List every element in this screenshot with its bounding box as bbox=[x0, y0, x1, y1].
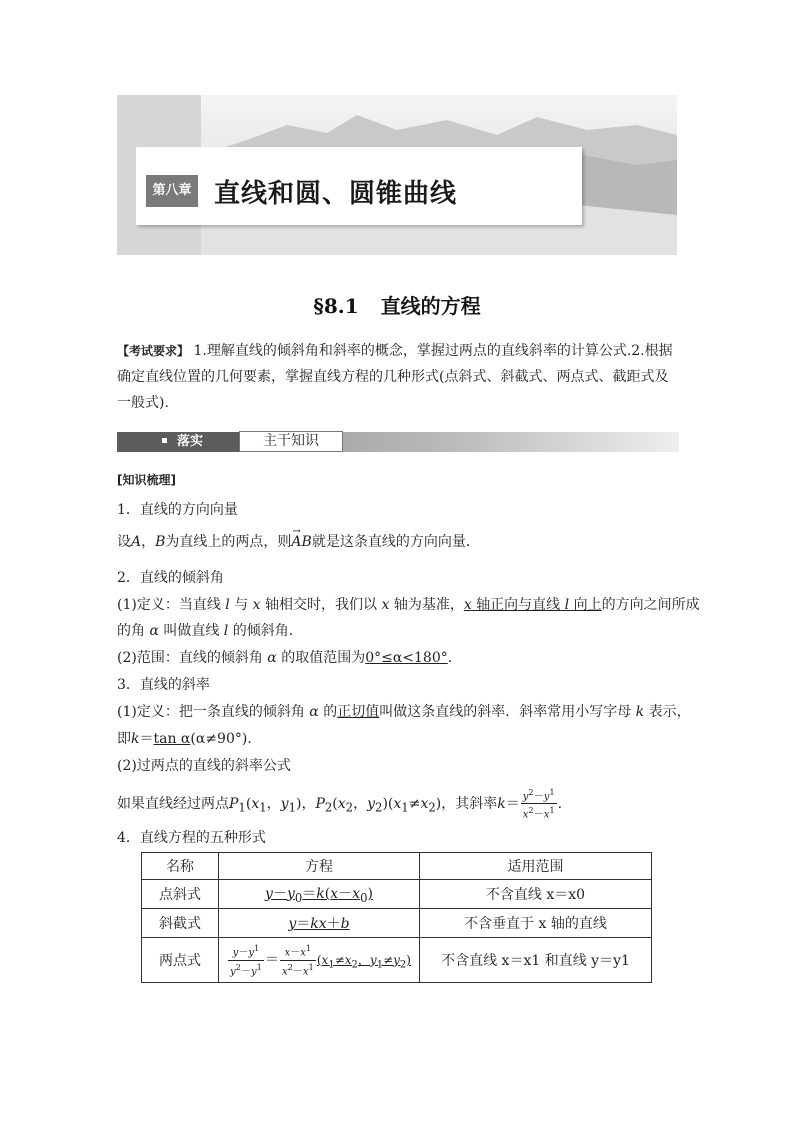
table-header-row bbox=[142, 853, 652, 880]
form-name: 斜截式 bbox=[142, 909, 219, 938]
paragraph-3-line-2: 即k＝tan α(α≠90°)． bbox=[117, 731, 262, 747]
section-title bbox=[0, 290, 794, 319]
p3-1a: (1)定义：把一条直线的倾斜角 bbox=[117, 704, 305, 720]
p2-2c: 的倾斜角． bbox=[232, 623, 303, 639]
bar-left-text: 落实 bbox=[177, 434, 204, 449]
requirements-label: 【考试要求】 bbox=[117, 344, 190, 358]
bar-label-left bbox=[117, 432, 239, 452]
section-name: 直线的方程 bbox=[380, 294, 481, 318]
paragraph-2-line-2: 的角 α 叫做直线 l 的倾斜角． bbox=[117, 623, 303, 639]
p2-1d: 轴为基准， bbox=[393, 597, 464, 613]
p2-3u: 0°≤α<180° bbox=[365, 650, 448, 666]
heading-2: 2．直线的倾斜角 bbox=[117, 570, 224, 586]
paragraph-3-line-3: (2)过两点的直线的斜率公式 bbox=[117, 758, 291, 774]
p3-1b: 的 bbox=[323, 704, 338, 720]
p2-3b: 的取值范围为 bbox=[281, 650, 366, 666]
section-number: §8.1 bbox=[313, 294, 359, 318]
p1-var-b: B bbox=[155, 534, 166, 550]
square-icon bbox=[162, 438, 167, 443]
p1-text-a: 设 bbox=[117, 534, 131, 550]
bar-label-right: 主干知识 bbox=[239, 431, 343, 452]
p1-var-a: A bbox=[131, 534, 142, 550]
p2-2a: 的角 bbox=[117, 623, 145, 639]
chapter-title: 直线和圆、圆锥曲线 bbox=[214, 179, 458, 209]
p3-4b: ，其斜率 bbox=[441, 795, 498, 812]
form-equation: y＝kx＋b bbox=[219, 909, 420, 938]
p3-1c: 叫做这条直线的斜率．斜率常用小写字母 bbox=[379, 704, 632, 720]
p1-text-b: ， bbox=[141, 534, 156, 550]
form-name: 点斜式 bbox=[142, 880, 219, 909]
heading-1: 1．直线的方向向量 bbox=[117, 502, 238, 518]
p2-1c: 轴相交时，我们以 bbox=[265, 597, 378, 613]
p2-3c: . bbox=[447, 650, 453, 666]
p2-1b: 与 bbox=[234, 597, 249, 613]
paragraph-1 bbox=[117, 526, 480, 551]
requirements-text: 1.理解直线的倾斜角和斜率的概念，掌握过两点的直线斜率的计算公式.2.根据确定直线位置的几何要素，掌握直线方程的几种形式(点斜式、斜截式、两点式、截距式及一般式). bbox=[117, 343, 673, 411]
p3-2a: 即 bbox=[117, 731, 131, 747]
slope-fraction: $\frac{y^2-y^1}{x^2-x^1}$ bbox=[522, 787, 555, 821]
p3-1u: 正切值 bbox=[337, 704, 380, 720]
p3-1d: 表示， bbox=[648, 704, 691, 720]
form-equation: $y-y_0=k(x-x_0)$ bbox=[219, 880, 420, 909]
p1-text-d: 就是这条直线的方向向量． bbox=[311, 534, 480, 550]
p2-1u2: 向上 bbox=[573, 597, 602, 613]
table-header: 方程 bbox=[219, 853, 420, 880]
form-name: 两点式 bbox=[142, 938, 219, 983]
form-range: 不含直线 x＝x1 和直线 y＝y1 bbox=[420, 938, 652, 983]
form-range: 不含直线 x＝x0 bbox=[420, 880, 652, 909]
p3-2b: (α≠90°)． bbox=[190, 731, 262, 747]
table-header: 适用范围 bbox=[420, 853, 652, 880]
p3-4a: 如果直线经过两点 bbox=[117, 795, 229, 812]
p1-text-c: 为直线上的两点，则 bbox=[165, 534, 292, 550]
heading-3: 3．直线的斜率 bbox=[117, 677, 210, 693]
vector-label: AB bbox=[291, 534, 312, 550]
form-equation: $\frac{y-y^1}{y^2-y^1}$ ＝ $\frac{x-x^1}{x^2-x^1}$ ($x_1\ne x_2$，$y_1\ne y_2$) bbox=[219, 938, 420, 983]
form-range: 不含垂直于 x 轴的直线 bbox=[420, 909, 652, 938]
p3-2u: tan α bbox=[153, 731, 191, 747]
paragraph-3-line-4: 如果直线经过两点$P_1(x_1$，$y_1$)，$P_2(x_2$，$y_2)(x_1\ne x_2)$，其斜率k＝ $\frac{y^2-y^1}{x^2-x^1}$ . bbox=[117, 787, 563, 821]
vector-arrow-icon: → bbox=[292, 526, 301, 537]
table-header: 名称 bbox=[142, 853, 219, 880]
vector-ab bbox=[291, 526, 312, 550]
table-row bbox=[142, 909, 652, 938]
p2-3a: (2)范围：直线的倾斜角 bbox=[117, 650, 263, 666]
chapter-tag: 第八章 bbox=[146, 175, 198, 207]
table-row bbox=[142, 880, 652, 909]
table-row bbox=[142, 938, 652, 983]
line-forms-table bbox=[141, 852, 652, 983]
p2-1e: 的方向之间所成 bbox=[601, 597, 700, 613]
p2-underline-1: x 轴正向与直线 l 向上 bbox=[463, 597, 602, 613]
paragraph-3-line-1: (1)定义：把一条直线的倾斜角 α 的正切值叫做这条直线的斜率．斜率常用小写字母 k 表示， bbox=[117, 704, 691, 720]
p2-2b: 叫做直线 bbox=[163, 623, 220, 639]
p2-1a: (1)定义：当直线 bbox=[117, 597, 221, 613]
exam-requirements bbox=[117, 338, 679, 416]
paragraph-2-line-1: (1)定义：当直线 l 与 x 轴相交时，我们以 x 轴为基准，x 轴正向与直线 l 向上的方向之间所成 bbox=[117, 597, 700, 613]
heading-4: 4．直线方程的五种形式 bbox=[117, 830, 266, 846]
knowledge-heading: [知识梳理] bbox=[117, 473, 176, 487]
p2-1u: 轴正向与直线 bbox=[476, 597, 561, 613]
paragraph-2-line-3: (2)范围：直线的倾斜角 α 的取值范围为0°≤α<180°. bbox=[117, 650, 453, 666]
